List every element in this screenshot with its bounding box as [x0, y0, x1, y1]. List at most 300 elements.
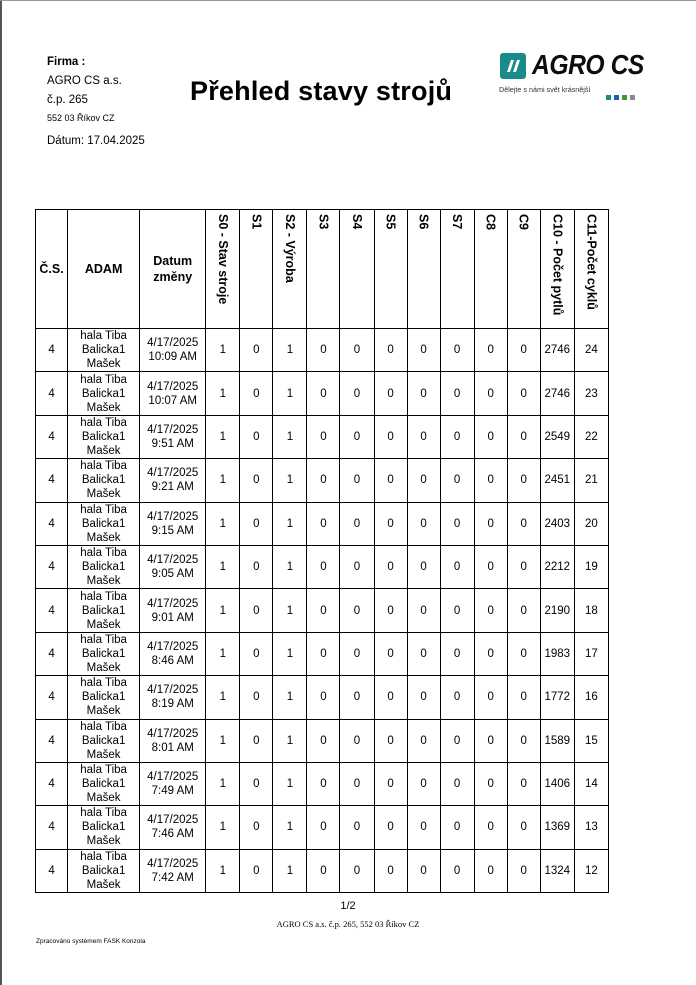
cell-c8: 0: [474, 372, 507, 415]
cell-adam2-line: Balicka1: [81, 387, 126, 400]
cell-s5: 0: [374, 415, 407, 458]
cell-s4: 0: [340, 676, 374, 719]
col-header-s2-text: S2 - Výroba: [282, 214, 297, 283]
cell-s1: 0: [240, 329, 273, 372]
cell-s4: 0: [340, 719, 374, 762]
firm-city: 552 03 Říkov CZ: [47, 113, 115, 123]
cell-time-line: 7:42 AM: [151, 871, 194, 884]
page-title: Přehled stavy strojů: [190, 76, 453, 106]
cell-c11: 20: [574, 502, 608, 545]
cell-c8: 0: [474, 676, 507, 719]
logo-tagline: Dělejte s námi svět krásnější: [499, 85, 591, 94]
cell-c8: 0: [474, 849, 507, 892]
cell-s1: 0: [240, 502, 273, 545]
cell-s7: 0: [440, 372, 474, 415]
col-header-s1-text: S1: [249, 214, 264, 230]
cell-c10: 1983: [540, 632, 574, 675]
cell-s6: 0: [407, 372, 440, 415]
col-header-c8: [474, 210, 507, 329]
cell-date-line: 4/17/2025: [147, 814, 199, 827]
cell-date: [140, 459, 206, 502]
cell-adam2-line: Balicka1: [81, 864, 126, 877]
company-logo: [499, 49, 650, 98]
cell-s0: 1: [206, 329, 240, 372]
cell-adam2-line: Balicka1: [81, 517, 126, 530]
cell-s5: 0: [374, 502, 407, 545]
cell-c8: 0: [474, 762, 507, 805]
cell-cs: 4: [36, 502, 68, 545]
cell-s5: 0: [374, 806, 407, 849]
cell-s6: 0: [407, 762, 440, 805]
cell-adam3-line: Mašek: [86, 878, 121, 891]
cell-s5: 0: [374, 719, 407, 762]
cell-s5: 0: [374, 459, 407, 502]
cell-adam3-line: Mašek: [86, 444, 121, 457]
cell-adam3-line: Mašek: [86, 488, 121, 501]
cell-s4: 0: [340, 589, 374, 632]
cell-adam: [68, 329, 140, 372]
cell-adam2-line: Balicka1: [81, 821, 126, 834]
cell-s0: 1: [206, 415, 240, 458]
cell-c11: 15: [574, 719, 608, 762]
cell-s3: 0: [307, 372, 340, 415]
cell-c8: 0: [474, 502, 507, 545]
cell-adam2-line: Balicka1: [81, 561, 126, 574]
col-header-c8-text: C8: [483, 214, 498, 230]
cell-adam1-line: hala Tiba: [80, 633, 127, 646]
cell-adam1-line: hala Tiba: [80, 416, 127, 429]
cell-s2: 1: [273, 459, 307, 502]
col-header-c10-text: C10 - Počet pytlů: [550, 214, 565, 316]
col-header-s0-text: S0 - Stav stroje: [215, 214, 230, 305]
cell-c8: 0: [474, 719, 507, 762]
cell-s2: 1: [273, 545, 307, 588]
cell-s3: 0: [307, 589, 340, 632]
cell-date: [140, 806, 206, 849]
cell-s4: 0: [340, 372, 374, 415]
cell-s4: 0: [340, 329, 374, 372]
cell-date: [140, 719, 206, 762]
cell-adam1-line: hala Tiba: [80, 330, 127, 343]
table-row: [36, 415, 609, 458]
cell-s4: 0: [340, 545, 374, 588]
cell-c9: 0: [507, 632, 540, 675]
table-row: [36, 589, 609, 632]
cell-time-line: 7:49 AM: [151, 785, 194, 798]
cell-s5: 0: [374, 372, 407, 415]
cell-c8: 0: [474, 632, 507, 675]
cell-cs: 4: [36, 806, 68, 849]
cell-s2: 1: [273, 589, 307, 632]
cell-c11: 21: [574, 459, 608, 502]
table-row: [36, 372, 609, 415]
cell-s6: 0: [407, 719, 440, 762]
cell-s1: 0: [240, 806, 273, 849]
cell-s4: 0: [340, 849, 374, 892]
cell-s3: 0: [307, 849, 340, 892]
cell-s4: 0: [340, 459, 374, 502]
cell-date-line: 4/17/2025: [147, 337, 199, 350]
col-header-s3-text: S3: [316, 214, 331, 230]
page-number: 1/2: [340, 900, 356, 912]
cell-c9: 0: [507, 719, 540, 762]
cell-s5: 0: [374, 329, 407, 372]
cell-date: [140, 632, 206, 675]
cell-s2: 1: [273, 415, 307, 458]
cell-c10: 2549: [540, 415, 574, 458]
col-header-c9-text: C9: [516, 214, 531, 230]
cell-date: [140, 502, 206, 545]
cell-date: [140, 545, 206, 588]
cell-adam3-line: Mašek: [86, 618, 121, 631]
cell-date-line: 4/17/2025: [147, 597, 199, 610]
cell-date-line: 4/17/2025: [147, 554, 199, 567]
cell-c8: 0: [474, 589, 507, 632]
cell-date-line: 4/17/2025: [147, 857, 199, 870]
cell-adam2-line: Balicka1: [81, 474, 126, 487]
col-header-s4: [340, 210, 374, 329]
cell-s0: 1: [206, 849, 240, 892]
cell-adam2-line: Balicka1: [81, 691, 126, 704]
cell-s3: 0: [307, 762, 340, 805]
cell-adam3-line: Mašek: [86, 661, 121, 674]
cell-s2: 1: [273, 632, 307, 675]
cell-adam1-line: hala Tiba: [80, 503, 127, 516]
cell-date: [140, 329, 206, 372]
cell-c11: 22: [574, 415, 608, 458]
cell-cs: 4: [36, 545, 68, 588]
cell-adam1-line: hala Tiba: [80, 720, 127, 733]
cell-c9: 0: [507, 762, 540, 805]
cell-s0: 1: [206, 372, 240, 415]
firm-street: č.p. 265: [47, 94, 88, 106]
col-header-cs: Č.S.: [36, 210, 68, 329]
cell-s5: 0: [374, 849, 407, 892]
cell-s6: 0: [407, 415, 440, 458]
cell-c11: 16: [574, 676, 608, 719]
cell-c10: 1406: [540, 762, 574, 805]
cell-s3: 0: [307, 806, 340, 849]
cell-c10: 1369: [540, 806, 574, 849]
cell-date-line: 4/17/2025: [147, 380, 199, 393]
cell-c9: 0: [507, 849, 540, 892]
firm-block: [47, 53, 122, 126]
cell-time-line: 9:51 AM: [151, 437, 194, 450]
cell-adam3-line: Mašek: [86, 705, 121, 718]
cell-s6: 0: [407, 589, 440, 632]
cell-adam1-line: hala Tiba: [80, 460, 127, 473]
cell-adam2-line: Balicka1: [81, 734, 126, 747]
col-header-s5-text: S5: [383, 214, 398, 230]
cell-s7: 0: [440, 329, 474, 372]
cell-cs: 4: [36, 415, 68, 458]
cell-adam: [68, 372, 140, 415]
cell-c10: 1772: [540, 676, 574, 719]
cell-date: [140, 762, 206, 805]
report-date: Dátum: 17.04.2025: [47, 135, 145, 147]
col-header-s6: [407, 210, 440, 329]
cell-c9: 0: [507, 806, 540, 849]
cell-s2: 1: [273, 329, 307, 372]
cell-s0: 1: [206, 719, 240, 762]
col-header-s5: [374, 210, 407, 329]
cell-s5: 0: [374, 632, 407, 675]
cell-adam1-line: hala Tiba: [80, 547, 127, 560]
col-header-s2: [273, 210, 307, 329]
cell-c11: 24: [574, 329, 608, 372]
cell-cs: 4: [36, 372, 68, 415]
cell-time-line: 9:21 AM: [151, 481, 194, 494]
cell-s5: 0: [374, 589, 407, 632]
cell-time-line: 8:01 AM: [151, 741, 194, 754]
cell-s0: 1: [206, 806, 240, 849]
col-header-datum: [140, 210, 206, 329]
cell-date-line: 4/17/2025: [147, 510, 199, 523]
cell-c10: 1324: [540, 849, 574, 892]
cell-adam: [68, 545, 140, 588]
cell-cs: 4: [36, 632, 68, 675]
cell-cs: 4: [36, 762, 68, 805]
cell-date: [140, 372, 206, 415]
col-header-s0: [206, 210, 240, 329]
cell-s3: 0: [307, 502, 340, 545]
cell-s7: 0: [440, 459, 474, 502]
cell-adam: [68, 502, 140, 545]
table-row: [36, 806, 609, 849]
cell-time-line: 8:19 AM: [151, 698, 194, 711]
cell-s6: 0: [407, 459, 440, 502]
cell-c8: 0: [474, 459, 507, 502]
cell-s1: 0: [240, 676, 273, 719]
cell-date: [140, 676, 206, 719]
cell-date: [140, 849, 206, 892]
cell-time-line: 10:09 AM: [148, 351, 198, 364]
cell-adam: [68, 459, 140, 502]
cell-cs: 4: [36, 329, 68, 372]
cell-c11: 18: [574, 589, 608, 632]
cell-s6: 0: [407, 676, 440, 719]
cell-c11: 17: [574, 632, 608, 675]
cell-c10: 2190: [540, 589, 574, 632]
table-row: [36, 632, 609, 675]
cell-s5: 0: [374, 676, 407, 719]
cell-s3: 0: [307, 545, 340, 588]
cell-s3: 0: [307, 632, 340, 675]
cell-s1: 0: [240, 762, 273, 805]
cell-s5: 0: [374, 762, 407, 805]
cell-c9: 0: [507, 372, 540, 415]
cell-adam3-line: Mašek: [86, 748, 121, 761]
cell-c9: 0: [507, 545, 540, 588]
table-row: [36, 762, 609, 805]
cell-s0: 1: [206, 589, 240, 632]
cell-adam3-line: Mašek: [86, 792, 121, 805]
table-row: [36, 676, 609, 719]
cell-adam1-line: hala Tiba: [80, 850, 127, 863]
cell-s3: 0: [307, 329, 340, 372]
cell-s6: 0: [407, 849, 440, 892]
cell-s7: 0: [440, 676, 474, 719]
cell-s1: 0: [240, 719, 273, 762]
cell-s4: 0: [340, 632, 374, 675]
cell-adam: [68, 632, 140, 675]
cell-c10: 2451: [540, 459, 574, 502]
cell-c11: 13: [574, 806, 608, 849]
cell-c10: 2746: [540, 329, 574, 372]
cell-s4: 0: [340, 415, 374, 458]
cell-s1: 0: [240, 849, 273, 892]
cell-c10: 2746: [540, 372, 574, 415]
cell-time-line: 10:07 AM: [148, 394, 198, 407]
cell-adam2-line: Balicka1: [81, 344, 126, 357]
col-header-adam: ADAM: [68, 210, 140, 329]
cell-s0: 1: [206, 676, 240, 719]
cell-s6: 0: [407, 545, 440, 588]
cell-c8: 0: [474, 806, 507, 849]
cell-c9: 0: [507, 502, 540, 545]
cell-c11: 19: [574, 545, 608, 588]
cell-adam3-line: Mašek: [86, 401, 121, 414]
cell-s7: 0: [440, 762, 474, 805]
cell-date-line: 4/17/2025: [147, 684, 199, 697]
cell-s1: 0: [240, 372, 273, 415]
cell-s2: 1: [273, 806, 307, 849]
cell-adam1-line: hala Tiba: [80, 677, 127, 690]
cell-s2: 1: [273, 372, 307, 415]
cell-s7: 0: [440, 719, 474, 762]
cell-adam3-line: Mašek: [86, 835, 121, 848]
cell-s0: 1: [206, 545, 240, 588]
cell-c9: 0: [507, 589, 540, 632]
table-row: [36, 459, 609, 502]
cell-cs: 4: [36, 676, 68, 719]
cell-c11: 14: [574, 762, 608, 805]
logo-squares: [606, 87, 638, 105]
cell-time-line: 8:46 AM: [151, 654, 194, 667]
col-header-s7-text: S7: [450, 214, 465, 230]
cell-c9: 0: [507, 329, 540, 372]
cell-time-line: 9:05 AM: [151, 568, 194, 581]
cell-adam1-line: hala Tiba: [80, 764, 127, 777]
cell-s3: 0: [307, 459, 340, 502]
col-header-datum-text: Datum změny: [153, 254, 193, 284]
cell-adam2-line: Balicka1: [81, 778, 126, 791]
table-row: [36, 329, 609, 372]
cell-adam1-line: hala Tiba: [80, 807, 127, 820]
cell-s4: 0: [340, 762, 374, 805]
cell-date: [140, 589, 206, 632]
cell-cs: 4: [36, 589, 68, 632]
cell-s6: 0: [407, 806, 440, 849]
cell-c8: 0: [474, 415, 507, 458]
cell-s1: 0: [240, 632, 273, 675]
cell-s3: 0: [307, 415, 340, 458]
page-edge: [0, 0, 2, 985]
cell-date-line: 4/17/2025: [147, 467, 199, 480]
cell-adam3-line: Mašek: [86, 531, 121, 544]
cell-s1: 0: [240, 415, 273, 458]
cell-date-line: 4/17/2025: [147, 423, 199, 436]
footer-system-note: Zpracováno systémem FASK Konzola: [36, 938, 146, 945]
cell-s0: 1: [206, 502, 240, 545]
cell-time-line: 7:46 AM: [151, 828, 194, 841]
cell-s7: 0: [440, 589, 474, 632]
cell-c10: 2403: [540, 502, 574, 545]
cell-date-line: 4/17/2025: [147, 727, 199, 740]
cell-c8: 0: [474, 545, 507, 588]
cell-s7: 0: [440, 849, 474, 892]
page-edge-top: [0, 0, 696, 1]
cell-adam2-line: Balicka1: [81, 604, 126, 617]
col-header-s6-text: S6: [416, 214, 431, 230]
cell-s2: 1: [273, 762, 307, 805]
cell-adam: [68, 589, 140, 632]
col-header-c10: [540, 210, 574, 329]
cell-s2: 1: [273, 502, 307, 545]
machine-status-table: [35, 209, 609, 893]
cell-s3: 0: [307, 719, 340, 762]
cell-s2: 1: [273, 719, 307, 762]
cell-s0: 1: [206, 459, 240, 502]
col-header-c9: [507, 210, 540, 329]
cell-c10: 1589: [540, 719, 574, 762]
cell-adam1-line: hala Tiba: [80, 373, 127, 386]
col-header-c11-text: C11-Počet cyklů: [584, 214, 599, 310]
cell-adam1-line: hala Tiba: [80, 590, 127, 603]
cell-c9: 0: [507, 415, 540, 458]
agro-logo-icon: [500, 53, 526, 79]
cell-s2: 1: [273, 849, 307, 892]
cell-s7: 0: [440, 502, 474, 545]
cell-s4: 0: [340, 806, 374, 849]
table-row: [36, 719, 609, 762]
col-header-c11: [574, 210, 608, 329]
cell-s0: 1: [206, 762, 240, 805]
cell-c9: 0: [507, 676, 540, 719]
cell-s7: 0: [440, 806, 474, 849]
cell-s1: 0: [240, 545, 273, 588]
cell-c11: 23: [574, 372, 608, 415]
cell-adam: [68, 762, 140, 805]
col-header-s3: [307, 210, 340, 329]
cell-adam2-line: Balicka1: [81, 647, 126, 660]
cell-adam3-line: Mašek: [86, 575, 121, 588]
cell-s1: 0: [240, 589, 273, 632]
cell-cs: 4: [36, 849, 68, 892]
cell-time-line: 9:15 AM: [151, 524, 194, 537]
cell-cs: 4: [36, 719, 68, 762]
cell-adam: [68, 849, 140, 892]
cell-s5: 0: [374, 545, 407, 588]
cell-adam: [68, 415, 140, 458]
cell-date-line: 4/17/2025: [147, 640, 199, 653]
cell-s1: 0: [240, 459, 273, 502]
table-row: [36, 502, 609, 545]
cell-s7: 0: [440, 545, 474, 588]
cell-adam3-line: Mašek: [86, 358, 121, 371]
cell-adam: [68, 719, 140, 762]
cell-s6: 0: [407, 329, 440, 372]
cell-adam: [68, 806, 140, 849]
table-row: [36, 849, 609, 892]
cell-date: [140, 415, 206, 458]
cell-s4: 0: [340, 502, 374, 545]
cell-c10: 2212: [540, 545, 574, 588]
cell-s6: 0: [407, 502, 440, 545]
cell-s2: 1: [273, 676, 307, 719]
table-body: [36, 329, 609, 893]
cell-date-line: 4/17/2025: [147, 771, 199, 784]
